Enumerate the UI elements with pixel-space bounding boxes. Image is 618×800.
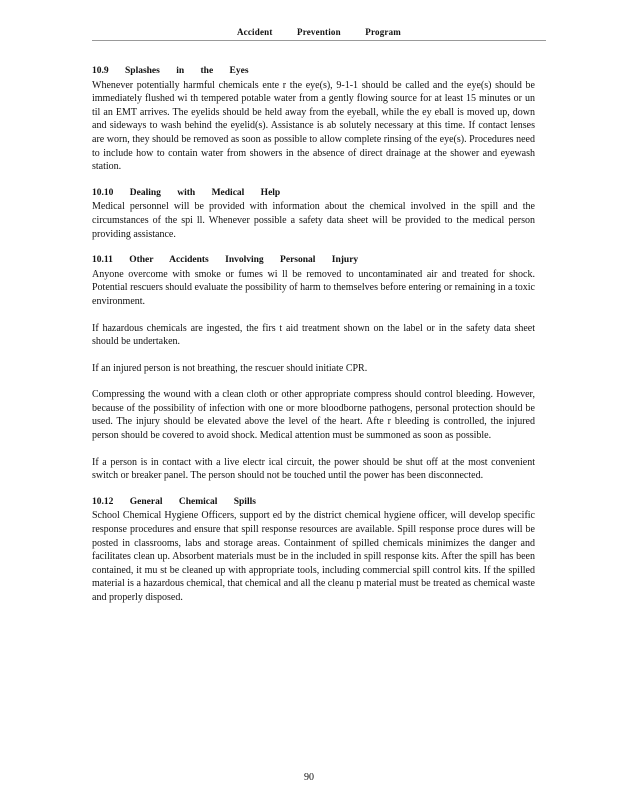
running-header: Accident Prevention Program	[236, 27, 402, 37]
section-10-10	[92, 187, 535, 241]
section-paragraph: School Chemical Hygiene Officers, support ed by the district chemical hygiene officer, will develop specific response procedures and ensure that spill response resources are available. Spill response proce dures will be posted in classrooms, labs and storage areas. Containment of spilled chemicals minimizes the danger and facilitates clean up. Absorbent materials must be in the included in spill response kits. After the spill has been contained, it mu st be cleaned up with appropriate tools, including commercial spill control kits. If the spilled material is a hazardous chemical, that chemical and all the cleanu p material must be treated as chemical waste and properly disposed.	[92, 510, 535, 603]
section-paragraph: Whenever potentially harmful chemicals ente r the eye(s), 9-1-1 should be called and the eye(s) should be immediately flushed wi th tempered potable water from a gently flowing source for at least 15 minutes or un til an EMT arrives. The eyelids should be held away from the eyeball, while the ey eball is moved up, down and sideways to wash behind the eyelid(s). Assistance is ab solutely necessary at this time. If contact lenses are worn, they should be removed as soon as possible to allow complete rinsing of the eye(s). Procedures need to include how to contain water from showers in the absence of direct drainage at the shower and eyewash station.	[92, 79, 535, 173]
section-heading: 10.10 Dealing with Medical Help	[92, 187, 281, 198]
section-paragraph: If an injured person is not breathing, the rescuer should initiate CPR.	[92, 362, 368, 374]
section-paragraph: Medical personnel will be provided with information about the chemical involved in the spill and the circumstances of the spi ll. Whenever possible a safety data sheet will be provided to the medical person providing assistance.	[92, 201, 535, 240]
section-10-11	[92, 254, 535, 483]
section-paragraph: If hazardous chemicals are ingested, the firs t aid treatment shown on the label or in the safety data sheet should be undertaken.	[92, 322, 535, 348]
document-body	[92, 65, 535, 618]
section-paragraph: Anyone overcome with smoke or fumes wi ll be removed to uncontaminated air and treated for shock. Potential rescuers should evaluate the possibility of harm to themselves before entering or remaining in a toxic environment.	[92, 268, 535, 307]
section-paragraph: If a person is in contact with a live electr ical circuit, the power should be shut off at the most convenient switch or breaker panel. The person should not be touched until the power has been disconnected.	[92, 456, 535, 482]
header-divider	[92, 40, 546, 41]
section-heading: 10.11 Other Accidents Involving Personal Injury	[92, 255, 359, 266]
section-10-12	[92, 496, 535, 605]
section-heading: 10.12 General Chemical Spills	[92, 496, 256, 507]
page-number: 90	[304, 772, 314, 783]
section-10-9	[92, 65, 535, 174]
section-heading: 10.9 Splashes in the Eyes	[92, 66, 249, 76]
section-paragraph: Compressing the wound with a clean cloth or other appropriate compress should control bleeding. However, because of the possibility of infection with one or more bloodborne pathogens, personal protection should be used. The injury should be elevated above the level of the heart. Afte r bleeding is controlled, the injured person should be covered to avoid shock. Medical attention must be summoned as soon as possible.	[92, 389, 535, 442]
